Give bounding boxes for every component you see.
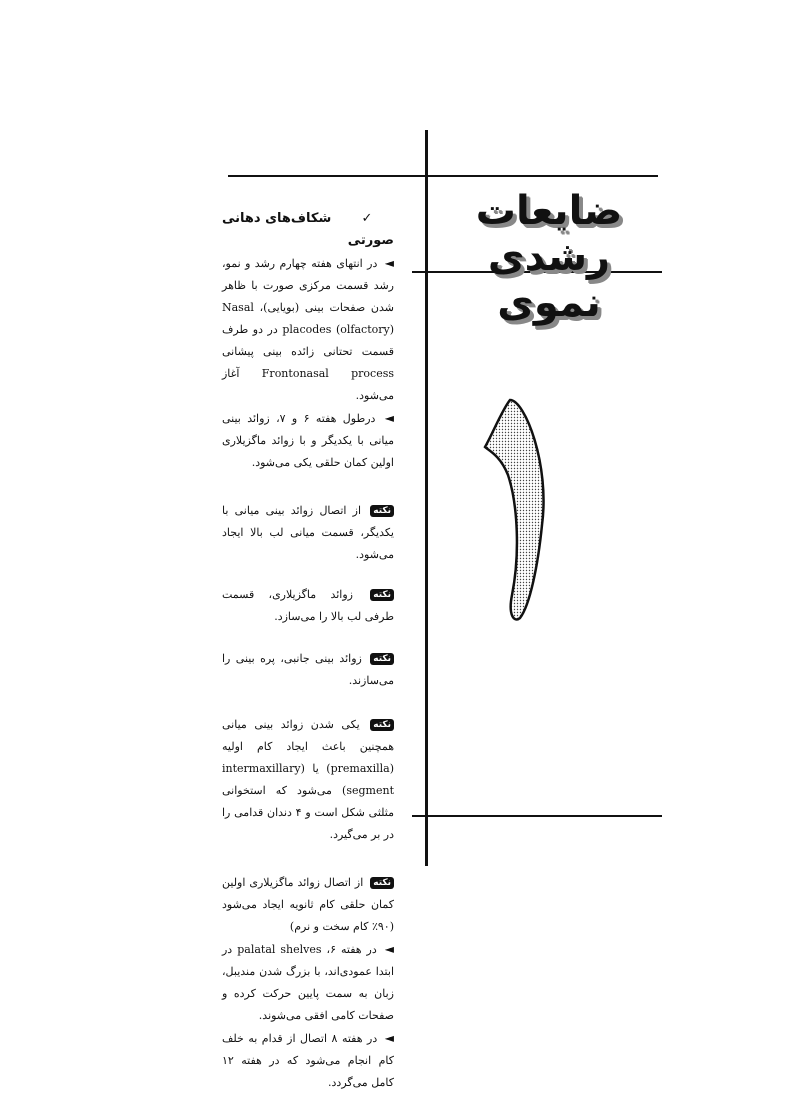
note-item: نکته یکی شدن زوائد بینی میانی همچنین باعث ایجاد کام اولیه (premaxilla) یا (intermaxillary segment) می‌شود که استخوانی مثلثی شکل است و ۴ دندان قدامی را در بر می‌گیرد. bbox=[222, 718, 394, 841]
section-heading: ✓ شکاف‌های دهانی صورتی bbox=[222, 211, 394, 248]
chapter-title: ضایعات رشدی نموی bbox=[475, 188, 623, 326]
arrow-bullet-icon: ◄ bbox=[384, 1031, 394, 1045]
arrow-bullet-icon: ◄ bbox=[384, 411, 395, 425]
divider-bottom-horizontal bbox=[412, 815, 662, 817]
bullet-item: ◄ درطول هفته ۶ و ۷، زوائد بینی میانی با یکدیگر و با زوائد ماگزیلاری اولین کمان حلقی یکی می‌شود. bbox=[222, 407, 394, 474]
body-text bbox=[222, 208, 394, 1094]
note-item: نکته زوائد ماگزیلاری، قسمت طرفی لب بالا را می‌سازد. bbox=[222, 588, 394, 623]
bullet-item: ◄ در هفته ۶، palatal shelves در ابتدا عمودی‌اند، با بزرگ شدن مندیبل، زبان به سمت پایین حرکت کرده و صفحات کامی افقی می‌شوند. bbox=[222, 938, 394, 1027]
note-item: نکته از اتصال زوائد بینی میانی با یکدیگر، قسمت میانی لب بالا ایجاد می‌شود. bbox=[222, 504, 394, 561]
note-badge: نکته bbox=[370, 719, 394, 731]
arrow-bullet-icon: ◄ bbox=[384, 942, 394, 956]
divider-top-horizontal bbox=[228, 175, 658, 177]
bullet-item: ◄ در هفته ۸ اتصال از قدام به خلف کام انجام می‌شود که در هفته ۱۲ کامل می‌گردد. bbox=[222, 1027, 394, 1094]
note-badge: نکته bbox=[370, 653, 394, 665]
note-item: نکته زوائد بینی جانبی، پره بینی را می‌سازند. bbox=[222, 652, 394, 687]
note-badge: نکته bbox=[370, 505, 394, 517]
divider-vertical bbox=[425, 130, 428, 866]
note-badge: نکته bbox=[370, 589, 394, 601]
note-badge: نکته bbox=[370, 877, 394, 889]
arrow-bullet-icon: ◄ bbox=[384, 256, 395, 270]
chapter-numeral bbox=[480, 395, 560, 625]
bullet-item: ◄ در انتهای هفته چهارم رشد و نمو، رشد قسمت مرکزی صورت با ظاهر شدن صفحات بینی (بویایی)، Nasal placodes (olfactory) در دو طرف قسمت تحتانی زائده بینی پیشانی Frontonasal process آغاز می‌شود. bbox=[222, 252, 394, 407]
check-icon: ✓ bbox=[361, 211, 394, 226]
note-item: نکته از اتصال زوائد ماگزیلاری اولین کمان حلقی کام ثانویه ایجاد می‌شود (۹۰٪ کام سخت و نرم) bbox=[222, 876, 394, 933]
